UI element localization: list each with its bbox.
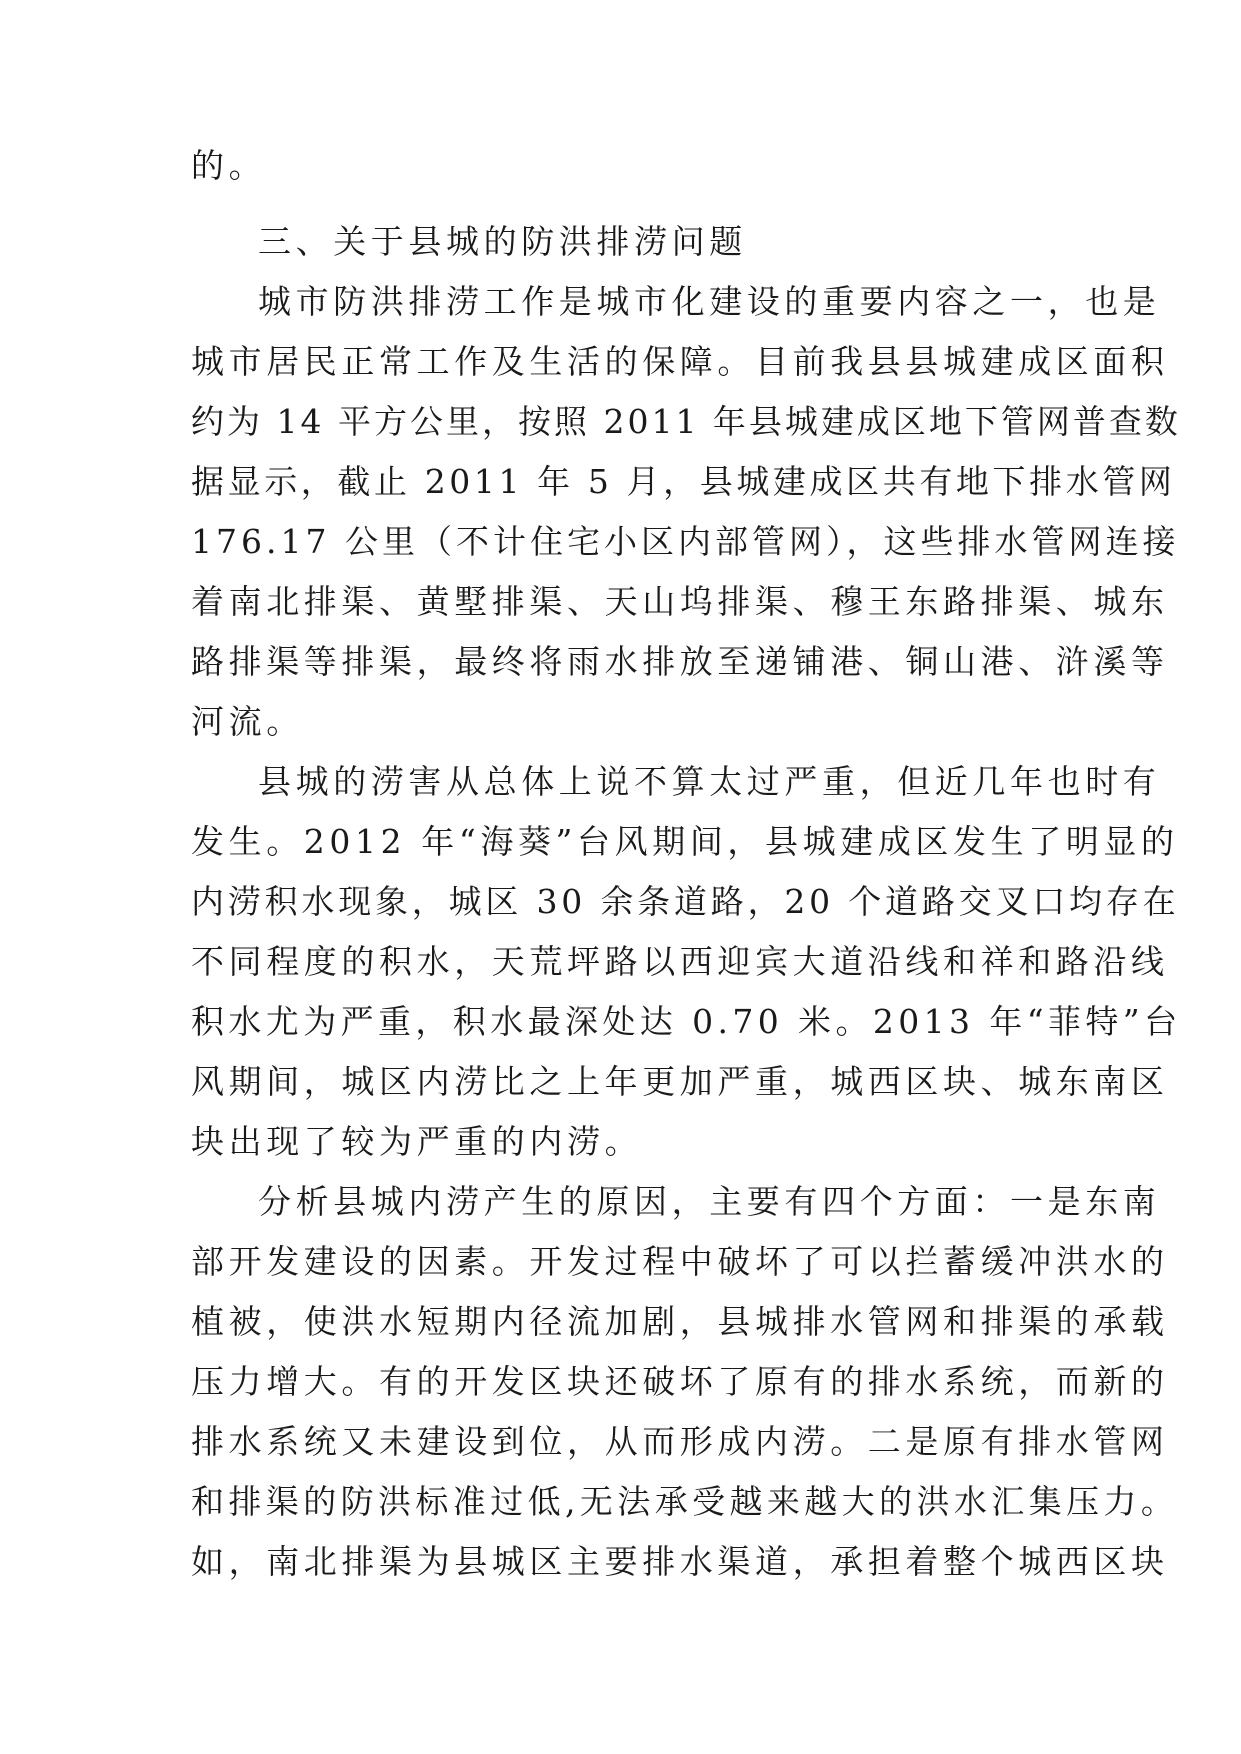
text-line: 城市居民正常工作及生活的保障。目前我县县城建成区面积 — [191, 342, 1169, 381]
text-line: 积水尤为严重，积水最深处达 0.70 米。2013 年“菲特”台 — [191, 1002, 1182, 1041]
text-line: 176.17 公里（不计住宅小区内部管网），这些排水管网连接 — [191, 522, 1180, 561]
text-line: 河流。 — [191, 702, 304, 741]
text-line: 路排渠等排渠，最终将雨水排放至递铺港、铜山港、浒溪等 — [191, 642, 1169, 681]
text-line: 约为 14 平方公里，按照 2011 年县城建成区地下管网普查数 — [191, 402, 1181, 441]
text-line: 风期间，城区内涝比之上年更加严重，城西区块、城东南区 — [191, 1062, 1169, 1101]
text-line: 植被，使洪水短期内径流加剧，县城排水管网和排渠的承载 — [191, 1302, 1169, 1341]
text-line: 排水系统又未建设到位，从而形成内涝。二是原有排水管网 — [191, 1422, 1169, 1461]
text-line: 压力增大。有的开发区块还破坏了原有的排水系统，而新的 — [191, 1362, 1169, 1401]
section-heading: 三、关于县城的防洪排涝问题 — [258, 222, 747, 261]
text-line: 部开发建设的因素。开发过程中破坏了可以拦蓄缓冲洪水的 — [191, 1242, 1169, 1281]
text-line: 发生。2012 年“海葵”台风期间，县城建成区发生了明显的 — [191, 822, 1179, 861]
text-line: 据显示，截止 2011 年 5 月，县城建成区共有地下排水管网 — [191, 462, 1176, 501]
text-line: 如，南北排渠为县城区主要排水渠道，承担着整个城西区块 — [191, 1542, 1169, 1581]
text-line: 分析县城内涝产生的原因，主要有四个方面：一是东南 — [258, 1182, 1161, 1221]
text-line: 块出现了较为严重的内涝。 — [191, 1122, 643, 1161]
text-line: 不同程度的积水，天荒坪路以西迎宾大道沿线和祥和路沿线 — [191, 942, 1169, 981]
text-line: 城市防洪排涝工作是城市化建设的重要内容之一，也是 — [258, 282, 1161, 321]
text-line: 着南北排渠、黄墅排渠、天山坞排渠、穆王东路排渠、城东 — [191, 582, 1169, 621]
text-line: 的。 — [191, 146, 267, 185]
text-line: 内涝积水现象，城区 30 余条道路，20 个道路交叉口均存在 — [191, 882, 1180, 921]
text-line: 和排渠的防洪标准过低,无法承受越来越大的洪水汇集压力。 — [191, 1482, 1179, 1521]
text-line: 县城的涝害从总体上说不算太过严重，但近几年也时有 — [258, 762, 1161, 801]
